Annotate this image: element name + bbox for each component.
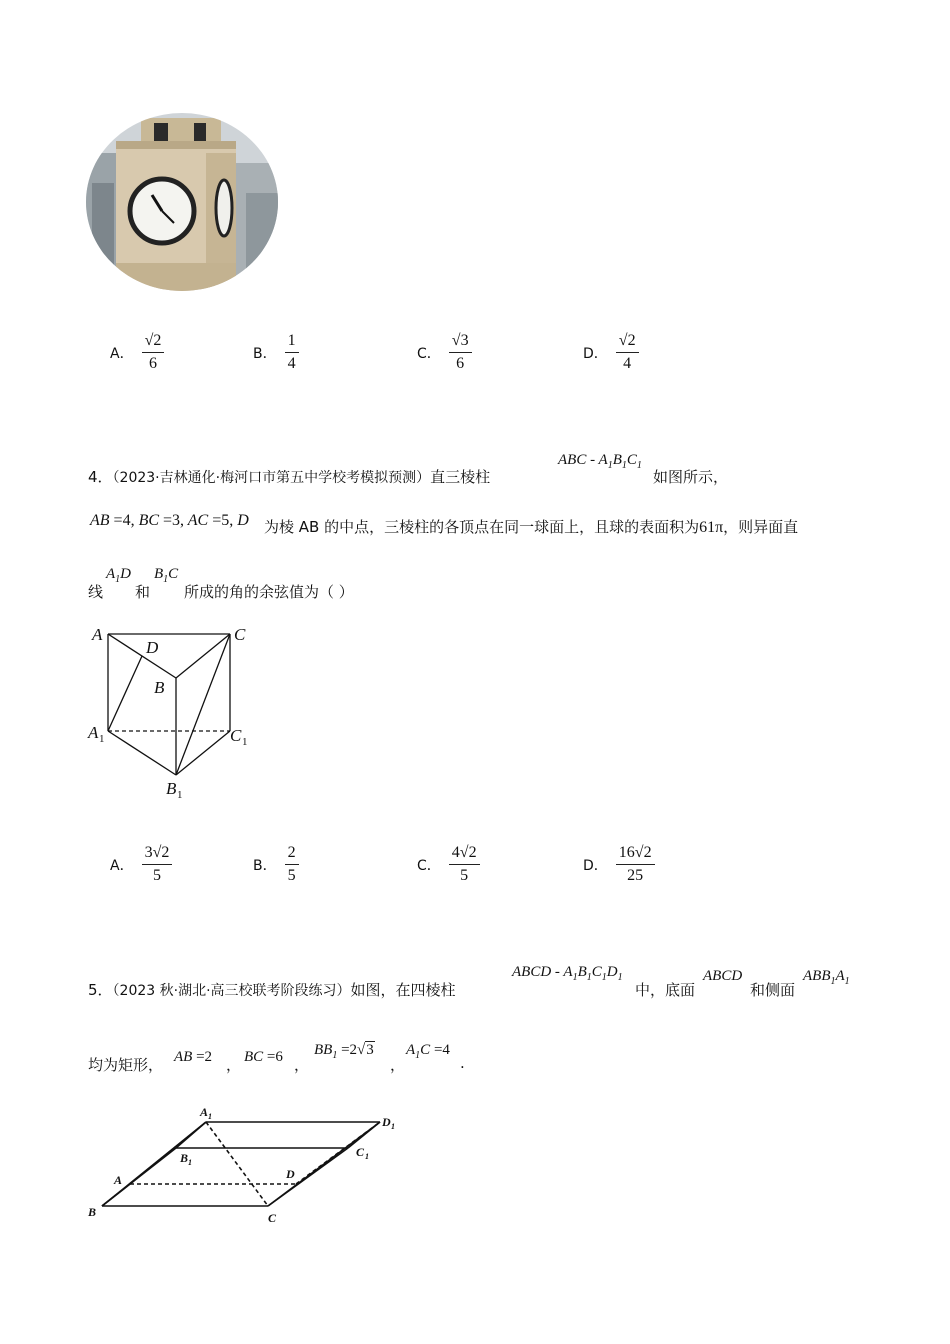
svg-text:C: C	[234, 625, 246, 644]
svg-text:C: C	[230, 726, 242, 745]
q5-a1c: $A_1C =4$	[406, 1042, 450, 1061]
clock-tower-image	[86, 113, 278, 291]
svg-text:D: D	[382, 1115, 391, 1129]
svg-text:1: 1	[99, 733, 105, 745]
q3-option-c: C． $\frac{√3}{6}$	[417, 332, 472, 373]
q5-source: （2023 秋·湖北·高三校联考阶段练习）	[112, 983, 351, 999]
q4-given-lengths: AB =4, BC =3, AC =5, D	[90, 512, 249, 529]
q4-option-c: C． $\frac{4√2}{5}$	[417, 844, 480, 885]
q4-option-a: A． $\frac{3√2}{5}$	[110, 844, 172, 885]
svg-text:B: B	[154, 678, 165, 697]
q5-ab: AB =2	[174, 1049, 213, 1065]
svg-text:1: 1	[242, 736, 248, 748]
svg-text:C: C	[356, 1145, 365, 1159]
q5-base-abcd: ABCD	[703, 968, 743, 984]
svg-text:B: B	[180, 1151, 189, 1165]
svg-text:1: 1	[188, 1158, 192, 1167]
q4-segment-b1c: $B_1C$	[154, 566, 179, 585]
q3-option-b: B． $\frac{1}{4}$	[253, 332, 299, 373]
svg-text:C: C	[268, 1211, 277, 1225]
svg-text:1: 1	[365, 1152, 369, 1161]
svg-text:D: D	[146, 638, 159, 657]
svg-text:A: A	[92, 625, 103, 644]
q5-number: 5．	[88, 981, 113, 999]
q5-bb1: $BB_1 =2√3$	[314, 1042, 374, 1061]
q4-prism-name: ABC - $A_1B_1C_1$	[558, 452, 642, 471]
q3-option-d: D． $\frac{√2}{4}$	[583, 332, 639, 373]
svg-text:A: A	[114, 1173, 123, 1187]
q4-option-d: D． $\frac{16√2}{25}$	[583, 844, 655, 885]
q5-face-abb1a1: $ABB_1A_1$	[803, 968, 850, 987]
svg-text:B: B	[166, 779, 177, 798]
svg-text:A: A	[88, 723, 99, 742]
q5-line1: 5．（2023 秋·湖北·高三校联考阶段练习）如图，在四棱柱	[88, 981, 456, 999]
q4-prism-figure	[86, 620, 256, 805]
q5-bc: BC =6	[244, 1049, 283, 1065]
q4-segment-a1d: $A_1D$	[106, 566, 132, 585]
svg-text:1: 1	[208, 1112, 212, 1121]
q3-option-a: A． $\frac{√2}{6}$	[110, 332, 164, 373]
q4-source: （2023·吉林通化·梅河口市第五中学校考模拟预测）	[112, 470, 431, 486]
q5-prism-name: ABCD - $A_1B_1C_1D_1$	[512, 964, 623, 983]
svg-text:1: 1	[177, 789, 183, 801]
q4-number: 4．	[88, 468, 113, 486]
q4-line1: 4．（2023·吉林通化·梅河口市第五中学校考模拟预测）直三棱柱	[88, 468, 491, 486]
svg-text:D: D	[286, 1167, 295, 1181]
q4-option-b: B． $\frac{2}{5}$	[253, 844, 299, 885]
svg-text:1: 1	[391, 1122, 395, 1131]
q5-prism-figure	[86, 1100, 406, 1228]
svg-text:A: A	[200, 1105, 209, 1119]
svg-text:B: B	[88, 1205, 97, 1219]
